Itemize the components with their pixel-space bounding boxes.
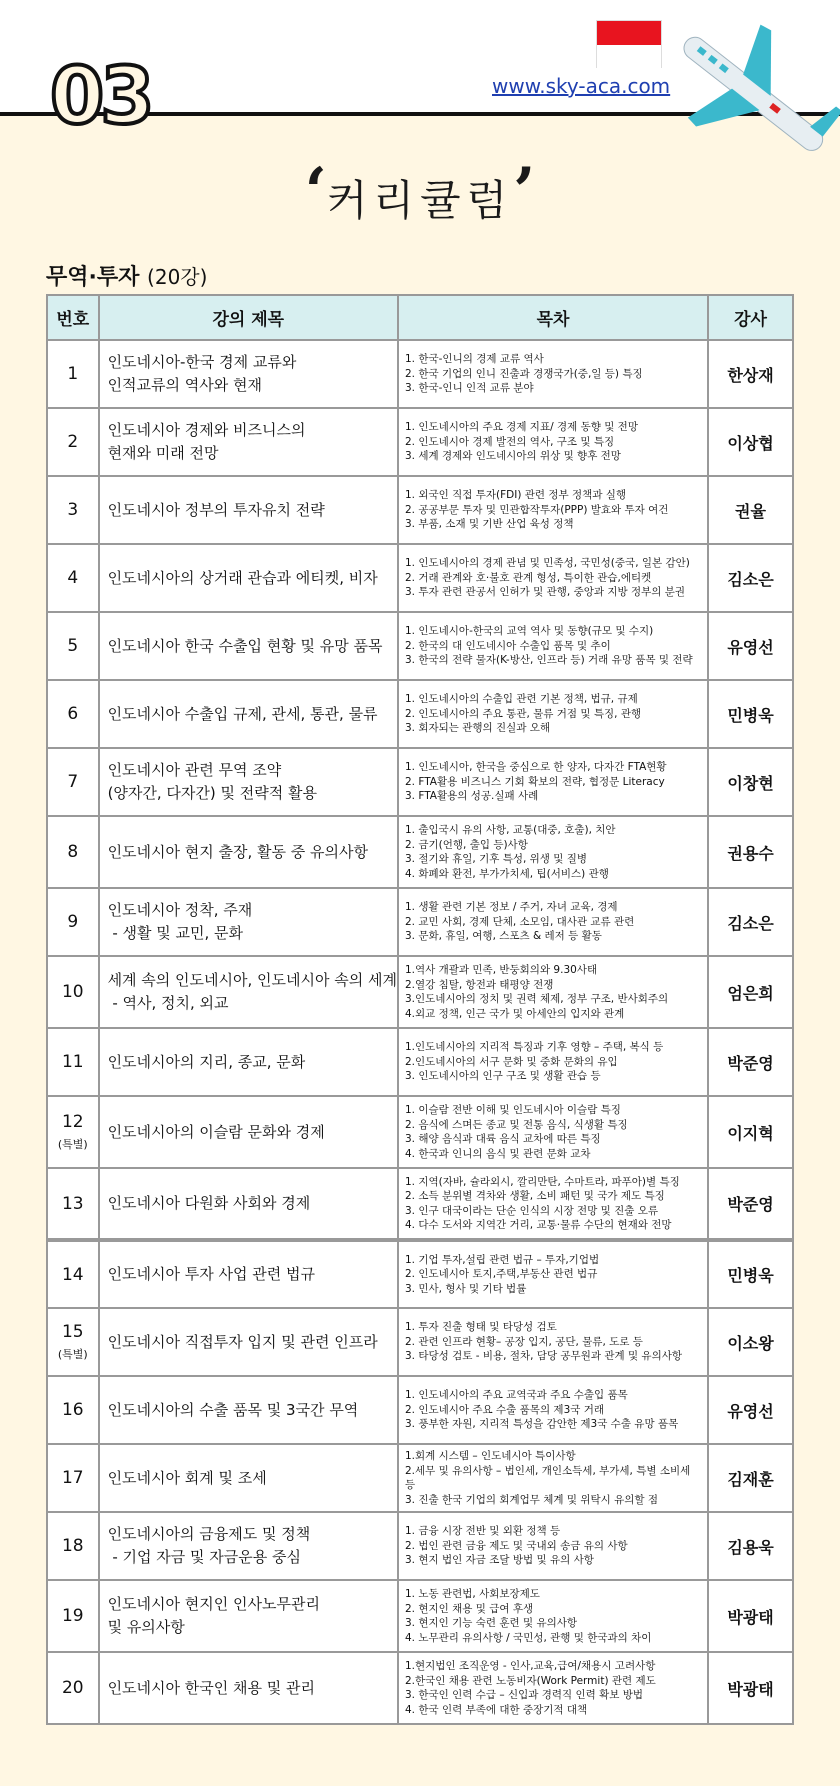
lecture-title-cell [99,1240,398,1308]
table-row [47,1580,793,1652]
table-row [47,408,793,476]
lecture-title-cell [99,1096,398,1168]
contents-item: 4. 노무관리 유의사항 / 국민성, 관행 및 한국과의 차이 [405,1631,652,1644]
contents-item: 3. 민사, 형사 및 기타 법률 [405,1282,527,1295]
header-lecture-title: 강의 제목 [99,295,398,340]
lecture-number-cell [47,1652,99,1724]
table-row [47,1444,793,1512]
contents-item: 2. 한국 기업의 인니 진출과 경쟁국가(중,일 등) 특징 [405,367,643,380]
lecture-number-cell [47,1308,99,1376]
lecture-title-line: - 기업 자금 및 자금운용 중심 [107,1548,301,1566]
lecturer-name: 박광태 [708,1652,793,1724]
lecture-number-cell [47,1168,99,1240]
special-tag: (특별) [57,1348,88,1361]
contents-item: 2. 교민 사회, 경제 단체, 소모임, 대사관 교류 관련 [405,915,635,928]
contents-item: 1. 외국인 직접 투자(FDI) 관련 정부 정책과 실행 [405,489,627,502]
table-row [47,816,793,888]
lecture-number-cell [47,1028,99,1096]
contents-cell [398,1376,708,1444]
lecture-title-line: 인도네시아-한국 경제 교류와 [107,353,297,371]
lecturer-name: 한상재 [708,340,793,408]
contents-item: 3. 현지인 기능 숙련 훈련 및 유의사항 [405,1617,578,1629]
table-body [47,340,793,1724]
lecture-title-line: 현재와 미래 전망 [107,444,219,462]
lecture-title-line: 인도네시아 한국 수출입 현황 및 유망 품목 [107,636,383,655]
table-row [47,340,793,408]
lecture-title-cell [99,1444,398,1512]
lecture-title-line: 인도네시아의 상거래 관습과 에티켓, 비자 [107,568,378,587]
contents-cell [398,544,708,612]
contents-item: 3. 인구 대국이라는 단순 인식의 시장 전망 및 진출 오류 [405,1204,659,1217]
contents-item: 1. 인도네시아의 주요 경제 지표/ 경제 동향 및 전망 [405,421,638,434]
lecture-number-cell [47,1444,99,1512]
lecture-number: 20 [61,1678,84,1698]
contents-item: 1. 인도네시아의 경제 관념 및 민족성, 국민성(중국, 일본 감안) [405,557,690,570]
contents-item: 3. 부품, 소재 및 기반 산업 육성 정책 [405,518,574,531]
lecturer-name: 이지혁 [708,1096,793,1168]
lecture-title-cell [99,1028,398,1096]
header-contents: 목차 [398,295,708,340]
lecture-number: 16 [61,1400,84,1420]
table-row [47,544,793,612]
contents-item: 4. 다수 도서와 지역간 거리, 교통·물류 수단의 현재와 전망 [405,1219,672,1231]
table-row [47,1652,793,1724]
lecturer-name: 유영선 [708,612,793,680]
lecture-number-cell [47,544,99,612]
table-row [47,1240,793,1308]
lecturer-name: 권용수 [708,816,793,888]
contents-cell [398,1308,708,1376]
table-row [47,476,793,544]
contents-cell [398,816,708,888]
lecture-title-line: 인도네시아 회계 및 조세 [107,1468,267,1487]
lecture-number-cell [47,612,99,680]
lecture-title-line: 세계 속의 인도네시아, 인도네시아 속의 세계 [107,971,397,989]
lecture-title-line: 인도네시아 현지 출장, 활동 중 유의사항 [107,842,369,861]
lecture-number: 14 [61,1264,84,1285]
lecture-title-line: 인도네시아 현지인 인사노무관리 [107,1595,320,1613]
contents-cell [398,888,708,956]
contents-item: 3. 투자 관련 관공서 인허가 및 관행, 중앙과 지방 정부의 분권 [405,586,686,599]
table-row [47,612,793,680]
lecture-number: 7 [67,772,79,792]
contents-item: 2.열강 침탈, 항전과 태평양 전쟁 [405,978,554,991]
contents-cell [398,612,708,680]
contents-cell [398,1240,708,1308]
airplane-icon [660,20,840,160]
contents-cell [398,408,708,476]
lecture-number: 11 [61,1052,84,1072]
contents-item: 3. 절기와 휴일, 기후 특성, 위생 및 질병 [405,853,588,865]
contents-item: 4. 화폐와 환전, 부가가치세, 팁(서비스) 관행 [405,867,609,880]
subject-hours: (20강) [147,265,208,289]
contents-item: 1.인도네시아의 지리적 특징과 기후 영향 – 주택, 복식 등 [405,1041,664,1054]
lecture-title-line: - 역사, 정치, 외교 [107,994,229,1012]
lecture-title-line: 인도네시아 정착, 주재 [107,901,253,919]
lecture-title-cell [99,612,398,680]
contents-item: 3. 타당성 검토 - 비용, 절차, 담당 공무원과 관계 및 유의사항 [405,1350,683,1363]
lecturer-name: 민병욱 [708,680,793,748]
contents-cell [398,1512,708,1580]
contents-cell [398,1580,708,1652]
lecture-number: 13 [61,1193,84,1214]
lecture-title-cell [99,1512,398,1580]
table-row [47,748,793,816]
contents-item: 2. 거래 관계와 호·불호 관계 형성, 특이한 관습,에티켓 [405,571,652,584]
indonesia-flag-icon [596,20,662,68]
contents-item: 1. 인도네시아-한국의 교역 역사 및 동향(규모 및 수지) [405,625,654,638]
lecture-title-cell [99,1580,398,1652]
lecture-title-cell [99,1308,398,1376]
lecture-title-cell [99,1652,398,1724]
lecture-title-line: 인적교류의 역사와 현재 [107,376,262,394]
lecture-title-cell [99,476,398,544]
lecture-number: 18 [61,1536,84,1556]
table-row [47,1028,793,1096]
contents-item: 2. 금기(언행, 출입 등)사항 [405,838,528,851]
table-header-row [47,295,793,340]
lecture-number: 17 [61,1468,84,1488]
subject-name: 무역·투자 [46,265,140,290]
lecture-number-cell [47,680,99,748]
table-row [47,1096,793,1168]
website-link[interactable]: www.sky-aca.com [492,74,671,98]
lecturer-name: 민병욱 [708,1240,793,1308]
contents-item: 3. 회자되는 관행의 진실과 오해 [405,722,551,735]
lecturer-name: 김소은 [708,544,793,612]
contents-item: 1. 인도네시아의 수출입 관련 기본 정책, 법규, 규제 [405,693,638,706]
lecture-number-cell [47,1096,99,1168]
open-quote-icon: ‘ [304,154,327,229]
lecture-title-cell [99,1376,398,1444]
lecturer-name: 이소왕 [708,1308,793,1376]
lecture-number-cell [47,1240,99,1308]
lecture-number: 1 [67,364,79,384]
contents-cell [398,956,708,1028]
contents-item: 2. 법인 관련 금융 제도 및 국내외 송금 유의 사항 [405,1539,628,1552]
page-title-text: 커리큘럼 [326,176,514,225]
contents-item: 1. 기업 투자,설립 관련 법규 – 투자,기업법 [405,1253,600,1266]
lecturer-name: 김용욱 [708,1512,793,1580]
lecture-title-line: 인도네시아 관련 무역 조약 [107,761,282,779]
lecture-title-line: 인도네시아 수출입 규제, 관세, 통관, 물류 [107,704,378,723]
contents-item: 1.현지법인 조직운영 - 인사,교육,급여/채용시 고려사항 [405,1660,656,1672]
contents-cell [398,680,708,748]
contents-item: 3. 한국인 인력 수급 – 신입과 경력직 인력 확보 방법 [405,1689,644,1701]
contents-item: 2. 인도네시아의 주요 통관, 물류 거점 및 특징, 관행 [405,707,642,720]
lecture-number-cell [47,1512,99,1580]
contents-item: 2.한국인 채용 관련 노동비자(Work Permit) 관련 제도 [405,1674,656,1687]
contents-item: 2.세무 및 유의사항 – 법인세, 개인소득세, 부가세, 특별 소비세 등 [405,1464,691,1491]
lecture-number-cell [47,1580,99,1652]
contents-item: 2. 소득 분위별 격차와 생활, 소비 패턴 및 국가 제도 특징 [405,1190,665,1202]
header-number: 번호 [47,295,99,340]
lecture-number-cell [47,956,99,1028]
table-row [47,1168,793,1240]
lecture-title-line: 인도네시아의 지리, 종교, 문화 [107,1052,306,1071]
table-row [47,1512,793,1580]
contents-item: 2. 현지인 채용 및 급여 후생 [405,1602,534,1615]
contents-item: 3. 한국-인니 인적 교류 분야 [405,382,534,395]
lecture-number: 5 [67,636,79,656]
contents-item: 1. 투자 진출 형태 및 타당성 검토 [405,1321,557,1334]
lecture-title-line: 인도네시아 다원화 사회와 경제 [107,1194,311,1212]
lecture-title-line: 인도네시아의 이슬람 문화와 경제 [107,1122,325,1141]
contents-item: 2. 관련 인프라 현황– 공장 입지, 공단, 물류, 도로 등 [405,1335,643,1348]
contents-item: 3. FTA활용의 성공.실패 사례 [405,790,539,803]
lecture-title-line: 인도네시아 경제와 비즈니스의 [107,421,306,439]
contents-item: 1. 지역(자바, 슐라외시, 깔리만탄, 수마트라, 파푸아)별 특징 [405,1175,680,1188]
lecture-number-cell [47,1376,99,1444]
lecture-title-line: 인도네시아 정부의 투자유치 전략 [107,500,325,519]
table-row [47,1376,793,1444]
lecturer-name: 유영선 [708,1376,793,1444]
lecture-title-line: 인도네시아 투자 사업 관련 법규 [107,1265,316,1283]
contents-cell [398,340,708,408]
lecturer-name: 김재훈 [708,1444,793,1512]
lecture-title-cell [99,544,398,612]
lecture-title-line: (양자간, 다자간) 및 전략적 활용 [107,784,317,802]
contents-item: 2. 인도네시아 토지,주택,부동산 관련 법규 [405,1268,598,1281]
table-row [47,680,793,748]
contents-item: 1. 인도네시아, 한국을 중심으로 한 양자, 다자간 FTA현황 [405,761,667,774]
contents-item: 4. 한국 인력 부족에 대한 중장기적 대책 [405,1703,588,1716]
lecture-number: 15 [61,1322,84,1342]
lecture-title-line: 인도네시아 직접투자 입지 및 관련 인프라 [107,1332,378,1351]
contents-item: 3. 한국의 전략 물자(K-방산, 인프라 등) 거래 유망 품목 및 전략 [405,654,693,667]
contents-item: 2. FTA활용 비즈니스 기회 확보의 전략, 협정문 Literacy [405,775,665,788]
lecturer-name: 박광태 [708,1580,793,1652]
close-quote-icon: ’ [513,154,536,229]
lecture-number: 2 [67,432,79,452]
lecture-number-cell [47,340,99,408]
lecture-title-line: 인도네시아 한국인 채용 및 관리 [107,1678,316,1697]
curriculum-table [46,294,794,1725]
lecture-number: 8 [67,842,79,862]
lecture-number: 10 [61,982,84,1002]
contents-item: 4. 한국과 인니의 음식 및 관련 문화 교차 [405,1147,591,1160]
contents-item: 3. 현지 법인 자금 조달 방법 및 유의 사항 [405,1554,594,1567]
lecture-title-cell [99,1168,398,1240]
contents-item: 2. 인도네시아 주요 수출 품목의 제3국 거래 [405,1403,605,1416]
lecture-number-cell [47,816,99,888]
header-lecturer: 강사 [708,295,793,340]
lecture-number: 3 [67,500,79,520]
contents-item: 1. 출입국시 유의 사항, 교통(대중, 호출), 치안 [405,824,616,836]
lecture-title-line: - 생활 및 교민, 문화 [107,924,244,942]
table-row [47,956,793,1028]
lecturer-name: 이상협 [708,408,793,476]
contents-item: 1.역사 개괄과 민족, 반둥회의와 9.30사태 [405,964,598,976]
lecturer-name: 박준영 [708,1168,793,1240]
contents-item: 1. 금융 시장 전반 및 외환 정책 등 [405,1525,561,1538]
special-tag: (특별) [57,1138,88,1151]
contents-cell [398,476,708,544]
table-row [47,888,793,956]
lecture-title-line: 인도네시아의 수출 품목 및 3국간 무역 [107,1400,359,1419]
contents-item: 1. 인도네시아의 주요 교역국과 주요 수출입 품목 [405,1389,628,1402]
lecturer-name: 권율 [708,476,793,544]
contents-item: 2.인도네시아의 서구 문화 및 중화 문화의 유입 [405,1055,618,1068]
lecture-number: 6 [67,704,79,724]
contents-item: 1.회계 시스템 – 인도네시아 특이사항 [405,1450,576,1462]
subject-heading [46,260,207,291]
contents-cell [398,1096,708,1168]
contents-item: 1. 노동 관련법, 사회보장제도 [405,1588,540,1600]
contents-item: 3. 인도네시아의 인구 구조 및 생활 관습 등 [405,1070,601,1083]
lecture-number: 4 [67,568,79,588]
contents-item: 2. 한국의 대 인도네시아 수출입 품목 및 추이 [405,639,611,652]
lecture-number: 9 [67,912,79,932]
lecture-number-cell [47,476,99,544]
lecture-number: 19 [61,1606,84,1626]
contents-item: 3. 해양 음식과 대륙 음식 교차에 따른 특징 [405,1133,601,1145]
section-number: 03 [50,52,151,142]
lecture-number-cell [47,748,99,816]
lecturer-name: 김소은 [708,888,793,956]
lecturer-name: 박준영 [708,1028,793,1096]
table-row [47,1308,793,1376]
contents-item: 1. 생활 관련 기본 정보 / 주거, 자녀 교육, 경제 [405,901,618,914]
contents-item: 1. 이슬람 전반 이해 및 인도네시아 이슬람 특징 [405,1104,621,1116]
lecturer-name: 엄은희 [708,956,793,1028]
lecture-number: 12 [61,1112,84,1132]
contents-item: 2. 인도네시아 경제 발전의 역사, 구조 및 특징 [405,435,615,448]
lecture-title-cell [99,748,398,816]
contents-item: 1. 한국-인니의 경제 교류 역사 [405,353,544,366]
contents-item: 2. 음식에 스며든 종교 및 전통 음식, 식생활 특징 [405,1118,628,1131]
lecture-title-cell [99,816,398,888]
lecture-title-cell [99,956,398,1028]
contents-cell [398,1168,708,1240]
lecture-title-cell [99,680,398,748]
lecture-title-cell [99,340,398,408]
contents-item: 2. 공공부문 투자 및 민관합작투자(PPP) 발효와 투자 여건 [405,503,669,516]
contents-item: 3. 문화, 휴일, 여행, 스포츠 & 레저 등 활동 [405,930,602,943]
lecture-title-line: 및 유의사항 [107,1618,185,1636]
contents-cell [398,748,708,816]
contents-item: 3.인도네시아의 정치 및 권력 체제, 정부 구조, 반사회주의 [405,993,669,1005]
contents-cell [398,1652,708,1724]
lecture-number-cell [47,888,99,956]
contents-item: 3. 세계 경제와 인도네시아의 위상 및 향후 전망 [405,450,621,463]
page-title [0,154,840,243]
lecture-number-cell [47,408,99,476]
contents-item: 3. 진출 한국 기업의 회계업무 체계 및 위탁시 유의할 점 [405,1493,659,1506]
lecture-title-line: 인도네시아의 금융제도 및 정책 [107,1525,311,1543]
lecturer-name: 이창현 [708,748,793,816]
contents-item: 4.외교 정책, 인근 국가 및 아세안의 입지와 관계 [405,1007,625,1020]
contents-cell [398,1444,708,1512]
contents-item: 3. 풍부한 자원, 지리적 특성을 감안한 제3국 수출 유망 품목 [405,1418,679,1431]
lecture-title-cell [99,408,398,476]
lecture-title-cell [99,888,398,956]
contents-cell [398,1028,708,1096]
